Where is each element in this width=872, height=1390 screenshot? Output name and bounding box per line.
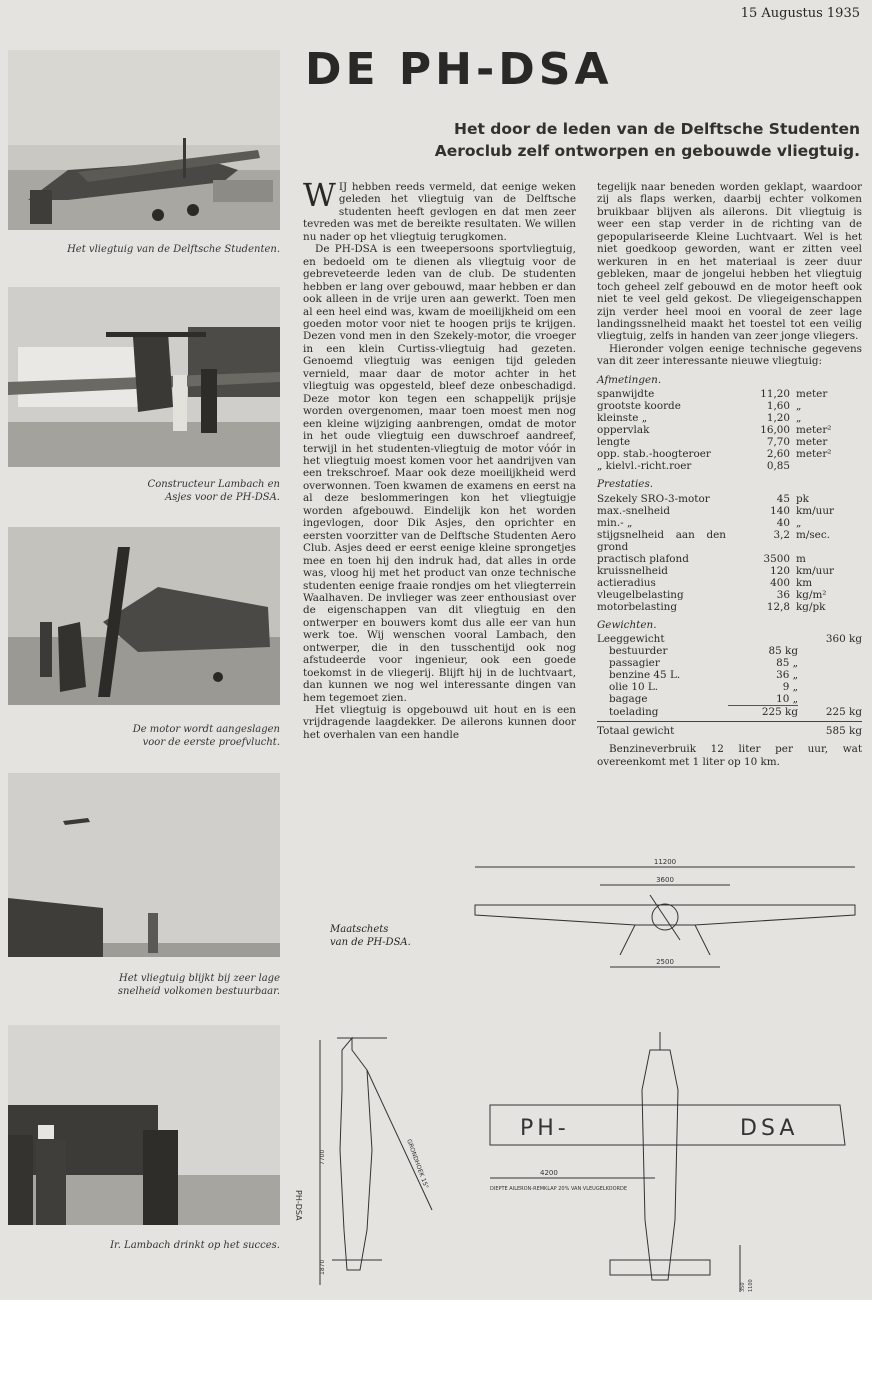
prestaties-row [597, 577, 862, 589]
prestaties-row [597, 517, 862, 529]
gewichten-row [597, 681, 862, 693]
caption-4-line-1: Het vliegtuig blijkt bij zeer lage [118, 973, 280, 984]
gewichten-label: bagage [609, 693, 648, 706]
gewichten-row [597, 657, 862, 669]
aileron-note: DIEPTE AILERON-REMKLAP 20% VAN VLEUGELKOORDE [490, 1186, 628, 1192]
afmetingen-row [597, 424, 862, 436]
plane-photo-image [8, 50, 280, 230]
photo-plane-on-field [8, 50, 280, 230]
afmetingen-row [597, 460, 862, 472]
afmetingen-row [597, 388, 862, 400]
ground-angle-line [367, 1070, 432, 1210]
gewichten-row [597, 669, 862, 681]
prestaties-table [597, 493, 862, 613]
side-fuselage-outline [337, 1038, 387, 1270]
afmetingen-label: oppervlak [597, 424, 650, 437]
gewichten-value: 85 „ [776, 657, 798, 670]
article-paragraph-2: De PH-DSA is een tweepersoons sportvliegtuig, en bedoeld om te dienen als vliegtuig voor de gebreveteerde leden van de club. De studenten hebben er lang over gebouwd, maar hebben er dan ook alleen in de vrije uren aan gewerkt. Toen men al een heel eind was, kwam de moeilijkheid om een goeden motor voor niet te hoogen prijs te krijgen. Dezen vond men in den Szekely-motor, die vroeger in een klein Curtiss-vliegtuig had gezeten. Genoemd vliegtuig was eenigen tijd geleden vernield, maar daar de motor achter in het vliegtuig was opgesteld, bleef deze onbeschadigd. Deze motor kon tegen een schappelijk prijsje worden overgenomen, maar toen moest men nog een kleine wijziging aanbrengen, omdat de motor in het oude vliegtuig een duwschroef aandreef, terwijl in het studenten-vliegtuig de motor vóór in het vliegtuig moest komen voor het aandrijven van een trekschroef. Maar ook deze moeilijkheid werd overwonnen. Toen kwamen de examens en eerst na al deze beslommeringen kon het vliegtuigje worden afgebouwd. Eindelijk kon het worden ingevlogen, door Dik Asjes, den oprichter en eersten voorzitter van de Delftsche Studenten Aero Club. Asjes deed er eerst eenige kleine sprongetjes mee en toen hij den indruk had, dat alles in orde was, vloog hij met het product van onze technische studenten eenige fraaie rondjes om het vliegterrein Waalhaven. De invlieger was zeer enthousiast over de eigenschappen van dit vliegtuig en den ontwerper en bouwers komt dus alle eer van hun werk toe. Wij wenschen vooral Lambach, den ontwerper, die in den tusschentijd ook nog afstudeerde voor ingenieur, ook een goede toekomst in de vliegerij. Blijft hij in de luchtvaart, dan kunnen we nog wel interessante dingen van hem tegemoet zien. [303, 243, 576, 704]
gewichten-row [597, 693, 862, 705]
dim-350-label: 350 [740, 1282, 746, 1292]
afmetingen-unit: „ [796, 412, 802, 425]
afmetingen-unit: „ [796, 400, 802, 413]
leeggewicht-value: 360 kg [825, 633, 862, 646]
issue-date: 15 Augustus 1935 [740, 6, 860, 21]
front-view-drawing [465, 855, 865, 975]
prestaties-unit: kg/pk [796, 600, 826, 613]
prestaties-unit: „ [796, 516, 802, 529]
afmetingen-unit: meter [796, 388, 828, 401]
drawing-caption-line-2: van de PH-DSA. [330, 937, 411, 948]
prestaties-value: 400 [770, 576, 790, 589]
prestaties-value: 36 [776, 588, 790, 601]
gewichten-heading: Gewichten. [597, 618, 657, 631]
prestaties-value: 45 [776, 492, 790, 505]
prestaties-unit: kg/m² [796, 588, 827, 601]
prestaties-row [597, 589, 862, 601]
afmetingen-unit: meter [796, 436, 828, 449]
afmetingen-row [597, 412, 862, 424]
prestaties-value: 3,2 [773, 528, 790, 541]
left-gear-strut [620, 925, 635, 955]
afmetingen-label: opp. stab.-hoogteroer [597, 448, 711, 461]
caption-photo-1: Het vliegtuig van de Delftsche Studenten. [67, 244, 280, 255]
side-registration: PH-DSA [294, 1190, 303, 1221]
fuel-consumption-note: Benzineverbruik 12 liter per uur, wat overeenkomt met 1 liter op 10 km. [597, 743, 862, 768]
drop-cap: W [303, 176, 336, 214]
prestaties-label: vleugelbelasting [597, 588, 684, 601]
prestaties-label: motorbelasting [597, 600, 677, 613]
half-span-label: 4200 [540, 1169, 558, 1177]
caption-3-line-1: De motor wordt aangeslagen [132, 724, 280, 735]
gewichten-value: 85 kg [768, 645, 798, 658]
length-label: 7700 [319, 1149, 326, 1165]
article-paragraph-1: WIJ hebben reeds vermeld, dat eenige weken geleden het vliegtuig van de Delftsche studenten heeft gevlogen en dat men zeer tevreden was met de bereikte resultaten. We willen nu nader op het vliegtuig terugkomen. [303, 176, 576, 243]
lambach-photo-image [8, 1025, 280, 1225]
dim-1100-label: 1100 [748, 1279, 754, 1292]
totaal-value: 585 kg [825, 725, 862, 738]
right-gear-strut [695, 925, 710, 955]
afmetingen-label: „ kielvl.-richt.roer [597, 460, 692, 473]
article-title: DE PH-DSA [305, 44, 613, 95]
afmetingen-value: 0,85 [766, 460, 790, 473]
prestaties-row [597, 601, 862, 613]
caption-photo-5: Ir. Lambach drinkt op het succes. [110, 1240, 280, 1251]
prestaties-unit: km [796, 576, 813, 589]
front-wing-outline [475, 905, 855, 925]
caption-photo-2 [8, 478, 280, 504]
gewichten-label: benzine 45 L. [609, 669, 681, 682]
afmetingen-label: lengte [597, 436, 631, 449]
afmetingen-table [597, 388, 862, 472]
drawing-caption-line-1: Maatschets [330, 924, 389, 935]
afmetingen-label: kleinste „ [597, 412, 648, 425]
tail-span-label: 3600 [656, 876, 674, 884]
prestaties-label: max.-snelheid [597, 504, 671, 517]
toelading-label: toelading [609, 705, 659, 718]
toelading-row [597, 706, 862, 719]
prestaties-unit: m/sec. [796, 528, 830, 541]
prestaties-value: 40 [776, 516, 790, 529]
caption-2-line-1: Constructeur Lambach en [147, 479, 280, 490]
article-subtitle [380, 118, 860, 162]
gewichten-label: bestuurder [609, 645, 668, 658]
prestaties-row [597, 553, 862, 565]
afmetingen-unit: meter² [796, 448, 832, 461]
caption-4-line-2: snelheid volkomen bestuurbaar. [117, 986, 280, 997]
photo-lambach-drinks [8, 1025, 280, 1225]
afmetingen-value: 1,60 [766, 400, 790, 413]
afmetingen-unit [790, 460, 862, 472]
prestaties-unit: m [796, 552, 806, 565]
top-view-drawing [470, 1030, 865, 1295]
prestaties-value: 140 [770, 504, 790, 517]
ground-angle-label: GRONDHOEK 15° [405, 1138, 430, 1190]
gewichten-value: 10 „ [776, 693, 798, 706]
caption-3-line-2: voor de eerste proefvlucht. [142, 737, 280, 748]
leeggewicht-row [597, 633, 862, 645]
wing-registration-left: PH- [520, 1116, 570, 1141]
constructor-photo-image [8, 287, 280, 467]
caption-2-line-2: Asjes voor de PH-DSA. [165, 492, 280, 503]
track-label: 2500 [656, 958, 674, 966]
prestaties-label: practisch plafond [597, 552, 689, 565]
afmetingen-unit: meter² [796, 424, 832, 437]
article-paragraph-5: Hieronder volgen eenige technische gegevens van dit zeer interessante nieuwe vliegtuig: [597, 342, 862, 368]
prestaties-row [597, 505, 862, 517]
subtitle-line-2: Aeroclub zelf ontworpen en gebouwde vliegtuig. [434, 142, 860, 160]
afmetingen-value: 2,60 [766, 448, 790, 461]
gewichten-value: 36 „ [776, 669, 798, 682]
prestaties-value: 3500 [763, 552, 790, 565]
article-column-1 [303, 176, 576, 741]
toelading-table [597, 705, 862, 718]
toelading-subtotal: 225 kg [728, 706, 798, 719]
prestaties-unit: km/uur [796, 564, 835, 577]
prestaties-unit: pk [796, 492, 809, 505]
caption-photo-4 [8, 972, 280, 998]
article-column-2 [597, 181, 862, 768]
afmetingen-value: 16,00 [760, 424, 790, 437]
photo-low-speed-flight [8, 773, 280, 957]
drawing-caption [330, 923, 411, 949]
afmetingen-row [597, 436, 862, 448]
prestaties-label: kruissnelheid [597, 564, 668, 577]
photo-constructor-and-asjes [8, 287, 280, 467]
prestaties-row [597, 565, 862, 577]
article-paragraph-3: Het vliegtuig is opgebouwd uit hout en is een vrijdragende laagdekker. De ailerons kunnen door het overhalen van een handle [303, 704, 576, 741]
front-propeller-blade [650, 895, 680, 940]
gewichten-value: 9 „ [782, 681, 798, 694]
toelading-total: 225 kg [825, 705, 862, 718]
top-tailplane-outline [610, 1260, 710, 1275]
prestaties-row [597, 493, 862, 505]
afmetingen-label: spanwijdte [597, 388, 655, 401]
prestaties-row [597, 529, 862, 553]
caption-photo-3 [8, 723, 280, 749]
prestaties-label: actieradius [597, 576, 656, 589]
total-rule [597, 721, 862, 722]
subtitle-line-1: Het door de leden van de Delftsche Studenten [454, 120, 860, 138]
totaal-table [597, 725, 862, 737]
article-paragraph-4: tegelijk naar beneden worden geklapt, waardoor zij als flaps werken, daarbij echter volkomen bruikbaar blijven als ailerons. Dit vliegtuig is weer een stap verder in de richting van de gepopulariseerde Kleine Luchtvaart. Wel is het niet goedkoop geworden, want er zitten veel werkuren in en het materiaal is zeer duur gebleken, maar de jongelui hebben het vliegtuig toch geheel zelf gebouwd en de motor heeft ook niet te veel geld gekost. De vliegeigenschappen zijn verder heel mooi en vooral de zeer lage landingssnelheid maakt het toestel tot een veilig vliegtuig, zelfs in handen van zeer jonge vliegers. [597, 181, 862, 343]
prestaties-value: 120 [770, 564, 790, 577]
prestaties-heading: Prestaties. [597, 478, 654, 491]
gewichten-label: passagier [609, 657, 660, 670]
side-view-drawing [294, 1030, 462, 1295]
prestaties-value: 12,8 [766, 600, 790, 613]
afmetingen-heading: Afmetingen. [597, 373, 662, 386]
prestaties-label: min.- „ [597, 516, 633, 529]
dim-1870-label: 1870 [319, 1259, 326, 1275]
afmetingen-value: 1,20 [766, 412, 790, 425]
prestaties-unit: km/uur [796, 504, 835, 517]
prestaties-label: Szekely SRO-3-motor [597, 492, 710, 505]
afmetingen-row [597, 448, 862, 460]
afmetingen-value: 11,20 [760, 388, 790, 401]
totaal-label: Totaal gewicht [597, 725, 675, 738]
span-label: 11200 [653, 858, 677, 866]
photo-propeller-start [8, 527, 280, 705]
top-fuselage-outline [642, 1050, 678, 1280]
flight-photo-image [8, 773, 280, 957]
afmetingen-label: grootste koorde [597, 400, 681, 413]
totaal-row [597, 725, 862, 737]
prestaties-label: stijgsnelheid aan den grond [597, 528, 726, 553]
afmetingen-row [597, 400, 862, 412]
gewichten-table [597, 633, 862, 705]
leeggewicht-label: Leeggewicht [597, 633, 665, 646]
gewichten-row [597, 645, 862, 657]
propeller-photo-image [8, 527, 280, 705]
gewichten-label: olie 10 L. [609, 681, 659, 694]
wing-registration-right: DSA [740, 1116, 799, 1141]
afmetingen-value: 7,70 [766, 436, 790, 449]
